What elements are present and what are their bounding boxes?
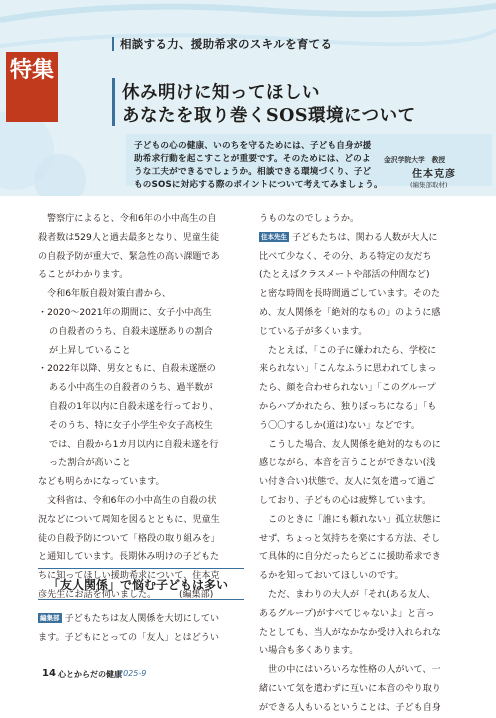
author-affiliation: 金沢学院大学 教授 xyxy=(384,156,446,164)
body-line: 文科省は、令和6年の小中高生の自殺の状 xyxy=(47,495,217,506)
body-line: て具体的に自分だったらどこに援助希求でき xyxy=(259,552,441,563)
bullet-line: が上昇していること xyxy=(49,345,131,356)
body-line: ることがわかります。 xyxy=(38,270,129,281)
body-line: ます。子どもにとっての「友人」とはどうい xyxy=(38,632,219,643)
issue-date: 2025-9 xyxy=(118,669,147,678)
feature-tag-label: 特集 xyxy=(9,57,54,83)
article-title-line-2: あなたを取り巻くSOS環境について xyxy=(122,106,416,126)
left-column-continued xyxy=(38,610,244,648)
body-line: 彦先生にお話を伺いました。 (編集部) xyxy=(38,589,214,600)
speaker-badge-editor: 編集部 xyxy=(40,614,60,622)
intro-line-2: 助希求行動を起こすことが重要です。そのためには、どのよ xyxy=(134,154,371,164)
bullet-line: の自殺者のうち、自殺未遂歴ありの割合 xyxy=(49,326,213,337)
bullet-line: ある小中高生の自殺者のうち、過半数が xyxy=(49,383,213,394)
left-column xyxy=(38,210,244,605)
body-line: 来られない」「こんなふうに思われてしまっ xyxy=(259,364,437,375)
body-line: じている子が多くいます。 xyxy=(259,326,368,337)
body-line: う〇〇するしか(道は)ない」などです。 xyxy=(259,420,420,431)
intro-line-4: ものSOSに対応する際のポイントについて考えてみましょう。 xyxy=(134,180,383,190)
body-line-text: 子どもたちは、関わる人数が大人に xyxy=(292,232,438,243)
bullet-line: 自殺の1年以内に自殺未遂を行っており、 xyxy=(49,401,219,412)
body-line: い付き合い)状態で、友人に気を遣って過ご xyxy=(259,477,436,488)
body-line: たとえば、「この子に嫌われたら、学校に xyxy=(268,345,437,356)
intro-line-1: 子どもの心の健康、いのちを守るためには、子ども自身が援 xyxy=(134,141,372,151)
intro-line-3: うな工夫ができるでしょうか。相談できる環境づくり、子ど xyxy=(134,167,372,177)
bullet-line: った割合が高いこと xyxy=(49,458,131,469)
body-line: 緒にいて気を遣わずに互いに本音のやり取り xyxy=(259,683,441,694)
body-line: 殺者数は529人と過去最多となり、児童生徒 xyxy=(38,232,220,243)
body-line: 徒の自殺予防について「格段の取り組みを」 xyxy=(38,533,220,544)
body-line: るかを知っておいてほしいのです。 xyxy=(259,571,404,582)
body-line: ただ、まわりの大人が「それ(ある友人、 xyxy=(268,589,436,600)
body-line: たとしても、当人がなかなか受け入れられな xyxy=(259,627,441,638)
speaker-badge-sumimoto: 住本先生 xyxy=(261,232,287,241)
section-heading: 「友人関係」で悩む子どもは多い xyxy=(48,578,229,592)
body-line: 況などについて周知を図るとともに、児童生 xyxy=(38,514,220,525)
body-line: このときに「誰にも頼れない」孤立状態に xyxy=(268,514,441,525)
body-line: からハブかれたら、独りぼっちになる」「も xyxy=(259,401,437,412)
right-column xyxy=(259,210,467,718)
bullet-line: そのうち、特に女子小学生や女子高校生 xyxy=(49,420,213,431)
bullet-line: では、自殺から1カ月以内に自殺未遂を行 xyxy=(49,439,219,450)
title-accent-bar xyxy=(112,78,115,126)
body-line: うものなのでしょうか。 xyxy=(259,214,360,224)
body-line: せず、ちょっと気持ちを楽にする方法、そし xyxy=(259,533,441,544)
body-line: ができる人もいるということは、子ども自身 xyxy=(259,702,441,713)
body-line: 感じながら、本音を言うことができない(浅 xyxy=(259,458,436,469)
bullet-line: ・2020～2021年の期間に、女子小中高生 xyxy=(38,307,212,318)
body-line: 令和6年版自殺対策白書から、 xyxy=(47,289,172,300)
journal-name: 心とからだの健康 xyxy=(58,670,122,679)
body-line: あるグループ)がすべてじゃないよ」と言っ xyxy=(259,608,435,619)
body-line: たら、顔を合わせられない」「このグループ xyxy=(259,383,436,394)
body-line: 比べて少なく、その分、ある特定の友だち xyxy=(259,251,432,262)
body-line xyxy=(259,229,467,248)
body-line: め、友人関係を「絶対的なもの」のように感 xyxy=(259,307,441,318)
body-line: (たとえばクラスメートや部活の仲間など) xyxy=(259,270,430,281)
body-line-text: 子どもたちは友人関係を大切にしてい xyxy=(64,614,220,624)
author-name: 住本克彦 xyxy=(412,169,456,180)
author-note: (編集部取材) xyxy=(410,181,448,189)
body-line: 世の中にはいろいろな性格の人がいて、一 xyxy=(268,665,441,676)
body-line: ちに知ってほしい援助希求について、住本克 xyxy=(38,571,220,582)
body-line: と通知しています。長期休み明けの子どもた xyxy=(38,552,220,563)
body-line xyxy=(38,610,244,629)
body-line: しており、子どもの心は疲弊しています。 xyxy=(259,495,432,506)
body-line: い場合も多くあります。 xyxy=(259,646,359,657)
body-line: こうした場合、友人関係を絶対的なものに xyxy=(268,439,441,450)
series-title: 相談する力、援助希求のスキルを育てる xyxy=(120,37,333,51)
feature-tag-text xyxy=(6,56,58,85)
bullet-line: ・2022年以降、男女ともに、自殺未遂歴の xyxy=(38,364,216,375)
body-line: の自殺予防が重大で、緊急性の高い課題であ xyxy=(38,251,220,262)
page-number: 14 xyxy=(42,668,56,679)
article-title-line-1: 休み明けに知ってほしい xyxy=(122,83,320,103)
body-line: なども明らかになっています。 xyxy=(38,477,165,488)
body-line: と密な時間を長時間過ごしています。そのた xyxy=(259,289,441,300)
body-line: 警察庁によると、令和6年の小中高生の自 xyxy=(47,214,217,224)
series-marker xyxy=(112,37,114,51)
